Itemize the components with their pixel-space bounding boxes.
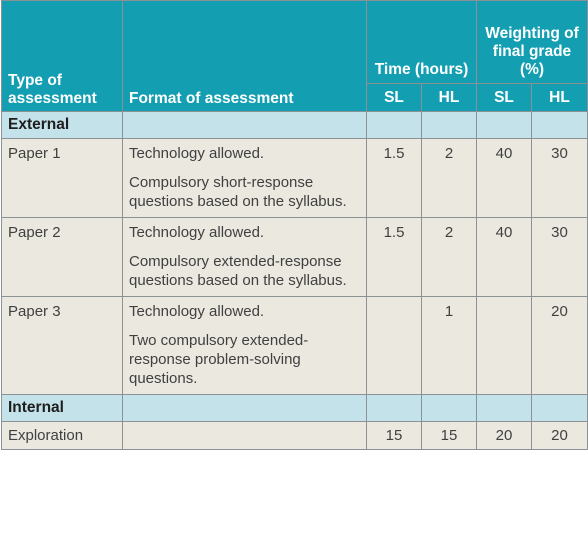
assessment-type: Exploration xyxy=(2,422,123,450)
section-title: Internal xyxy=(2,395,123,422)
weighting-sl: 40 xyxy=(477,218,532,297)
weighting-hl: 30 xyxy=(532,218,588,297)
time-sl: 1.5 xyxy=(367,218,422,297)
weighting-sl-header: SL xyxy=(477,84,532,112)
section-row-internal xyxy=(2,395,588,422)
time-hl: 2 xyxy=(422,139,477,218)
table-row xyxy=(2,139,588,218)
time-sl xyxy=(367,297,422,395)
assessment-format xyxy=(123,422,367,450)
assessment-type: Paper 1 xyxy=(2,139,123,218)
weighting-group-header: Weighting of final grade (%) xyxy=(477,1,588,84)
section-title: External xyxy=(2,112,123,139)
table-row xyxy=(2,297,588,395)
time-hl: 15 xyxy=(422,422,477,450)
table-row xyxy=(2,422,588,450)
weighting-sl xyxy=(477,297,532,395)
weighting-hl: 30 xyxy=(532,139,588,218)
time-hl: 1 xyxy=(422,297,477,395)
weighting-sl: 20 xyxy=(477,422,532,450)
table-row xyxy=(2,218,588,297)
weighting-sl: 40 xyxy=(477,139,532,218)
type-header: Type of assessment xyxy=(2,1,123,112)
weighting-hl: 20 xyxy=(532,297,588,395)
time-group-header: Time (hours) xyxy=(367,1,477,84)
time-hl: 2 xyxy=(422,218,477,297)
assessment-table xyxy=(1,0,588,450)
section-row-external xyxy=(2,112,588,139)
time-sl: 1.5 xyxy=(367,139,422,218)
weighting-hl: 20 xyxy=(532,422,588,450)
assessment-type: Paper 2 xyxy=(2,218,123,297)
time-sl-header: SL xyxy=(367,84,422,112)
time-sl: 15 xyxy=(367,422,422,450)
weighting-hl-header: HL xyxy=(532,84,588,112)
assessment-format: Technology allowed. Compulsory extended-response questions based on the syllabus. xyxy=(123,218,367,297)
assessment-format: Technology allowed. Compulsory short-response questions based on the syllabus. xyxy=(123,139,367,218)
assessment-format: Technology allowed. Two compulsory extended-response problem-solving questions. xyxy=(123,297,367,395)
format-header: Format of assessment xyxy=(123,1,367,112)
assessment-type: Paper 3 xyxy=(2,297,123,395)
time-hl-header: HL xyxy=(422,84,477,112)
header-row xyxy=(2,1,588,84)
